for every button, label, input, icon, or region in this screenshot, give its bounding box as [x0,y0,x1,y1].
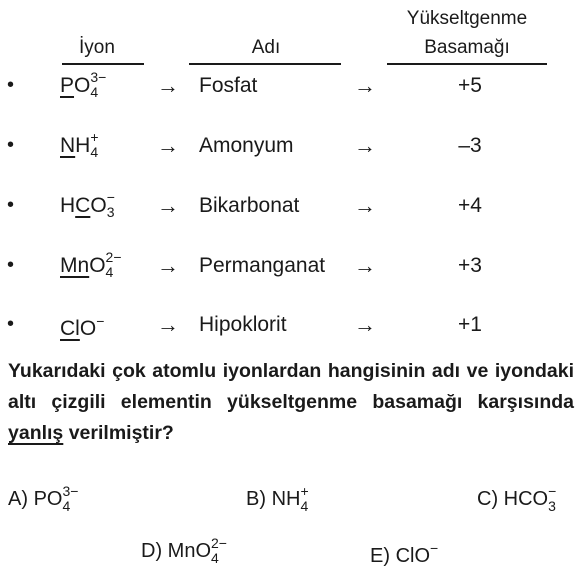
header-ox-rule [387,63,547,65]
table-row [0,309,581,349]
bullet: • [7,74,15,96]
header-ion: İyon [79,37,115,58]
header-name-rule [189,63,341,65]
option-a[interactable]: A) PO 3− 4 [8,483,79,514]
option-b[interactable]: B) NH + 4 [246,483,309,514]
table-row [0,70,581,110]
oxidation-state: +4 [458,194,482,217]
ion-name: Hipoklorit [199,313,287,336]
ion-name: Amonyum [199,134,294,157]
arrow-icon: → [157,253,179,278]
ion-name: Permanganat [199,254,326,277]
bullet: • [7,254,15,276]
table-row [0,130,581,170]
header-ion-rule [62,63,144,65]
arrow-icon: → [157,193,179,218]
table-row [0,250,581,290]
ion-formula: HCO − 3 [60,189,115,220]
arrow-icon: → [157,312,179,337]
question-highlight: yanlış [8,422,64,444]
header-name: Adı [251,37,281,58]
ion-name: Fosfat [199,74,258,97]
arrow-icon: → [157,133,179,158]
oxidation-state: +3 [458,254,482,277]
oxidation-state: –3 [458,134,482,157]
option-e[interactable]: E) ClO− [370,540,439,567]
question-text: Yukarıdaki çok atomlu iyonlardan hangisinin adı ve iyondaki altı çizgili elementin yükseltgenme basamağı karşısında yanlış verilmiştir? [8,360,574,444]
header-ox-line2: Basamağı [424,37,510,58]
option-c[interactable]: C) HCO − 3 [477,483,557,514]
bullet: • [7,313,15,335]
oxidation-state: +5 [458,74,482,97]
arrow-icon: → [354,253,376,278]
table-row [0,190,581,230]
header-ox-line1: Yükseltgenme [406,8,528,29]
arrow-icon: → [354,312,376,337]
arrow-icon: → [354,193,376,218]
option-d[interactable]: D) MnO 2− 4 [141,535,227,566]
arrow-icon: → [157,73,179,98]
ion-formula: MnO 2− 4 [60,249,122,280]
ion-formula: ClO− [60,313,105,340]
arrow-icon: → [354,133,376,158]
bullet: • [7,134,15,156]
ion-formula: NH + 4 [60,129,99,160]
ion-formula: PO 3− 4 [60,69,107,100]
ion-name: Bikarbonat [199,194,300,217]
bullet: • [7,194,15,216]
arrow-icon: → [354,73,376,98]
oxidation-state: +1 [458,313,482,336]
